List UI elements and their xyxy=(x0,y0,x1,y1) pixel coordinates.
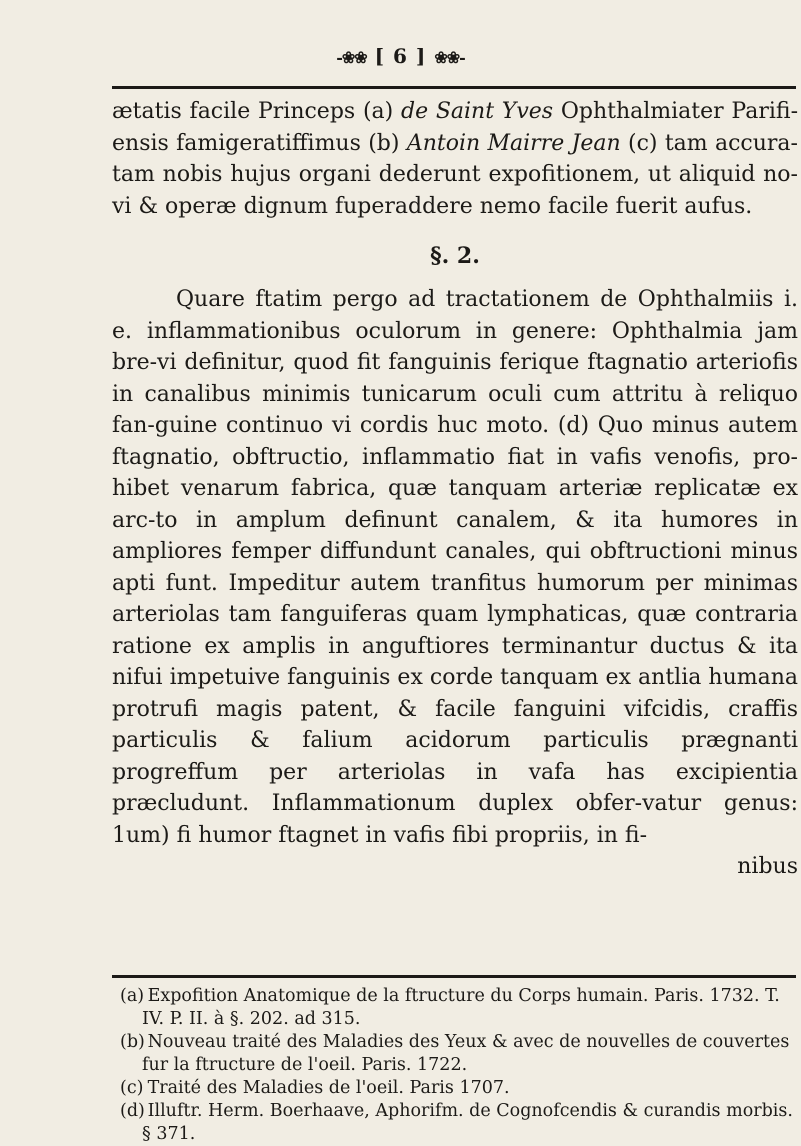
paragraph-1 xyxy=(112,96,798,222)
footnote-text: Nouveau traité des Maladies des Yeux & avec de nouvelles de couvertes fur la ftructure de l'oeil. Paris. 1722. xyxy=(142,1032,790,1075)
section-heading: §. 2. xyxy=(430,243,480,269)
footnote-a xyxy=(120,985,796,1031)
catchword: nibus xyxy=(737,854,798,879)
footnote-label: (a) xyxy=(120,986,145,1006)
footnote-c xyxy=(120,1077,796,1100)
footnote-rule xyxy=(112,975,796,978)
footnote-label: (d) xyxy=(120,1101,145,1121)
page-header xyxy=(0,44,801,68)
footnote-d xyxy=(120,1100,796,1146)
footnote-b xyxy=(120,1031,796,1077)
footnote-label: (b) xyxy=(120,1032,145,1052)
main-text xyxy=(112,96,798,883)
page-number: [ 6 ] xyxy=(374,44,427,68)
footnote-text: Illuftr. Herm. Boerhaave, Aphorifm. de Cognofcendis & curandis morbis. § 371. xyxy=(142,1101,793,1144)
left-ornament: -❀❀ xyxy=(336,48,367,67)
para1-text-c: (c) tam accura-tam nobis hujus organi dederunt expofitionem, ut aliquid no-vi & operæ dignum fuperaddere nemo facile fuerit aufus. xyxy=(112,130,798,219)
footnote-text: Expofition Anatomique de la ftructure du Corps humain. Paris. 1732. T. IV. P. II. à §. 202. ad 315. xyxy=(142,986,780,1029)
footnote-label: (c) xyxy=(120,1078,144,1098)
header-rule xyxy=(112,86,796,89)
para1-text-b: Ophthalmiater Parifi-ensis famigeratiffimus (b) xyxy=(112,99,798,156)
author-name-jean: Antoin Mairre Jean xyxy=(406,130,621,156)
right-ornament: ❀❀- xyxy=(434,48,465,67)
footnotes xyxy=(120,985,796,1146)
para1-text-a: ætatis facile Princeps (a) xyxy=(112,99,401,124)
footnote-text: Traité des Maladies de l'oeil. Paris 1707. xyxy=(147,1078,510,1098)
paragraph-2: Quare ftatim pergo ad tractationem de Ophthalmiis i. e. inflammationibus oculorum in genere: Ophthalmia jam bre-vi definitur, quod fit fanguinis ferique ftagnatio arteriofis in canalibus minimis tunicarum oculi cum attritu à reliquo fan-guine continuo vi cordis huc moto. (d) Quo minus autem ftagnatio, obftructio, inflammatio fiat in vafis venofis, pro-hibet venarum fabrica, quæ tanquam arteriæ replicatæ ex arc-to in amplum definunt canalem, & ita humores in ampliores femper diffundunt canales, qui obftructioni minus apti funt. Impeditur autem tranfitus humorum per minimas arteriolas tam fanguiferas quam lymphaticas, quæ contraria ratione ex amplis in anguftiores terminantur ductus & ita nifui impetuive fanguinis ex corde tanquam ex antlia humana protrufi magis patent, & facile fanguini vifcidis, craffis particulis & falium acidorum particulis prægnanti progreffum per arteriolas in vafa has excipientia præcludunt. Inflammationum duplex obfer-vatur genus: 1um) fi humor ftagnet in vafis fibi propriis, in fi- xyxy=(112,287,798,848)
author-name-st-yves: de Saint Yves xyxy=(400,99,554,124)
